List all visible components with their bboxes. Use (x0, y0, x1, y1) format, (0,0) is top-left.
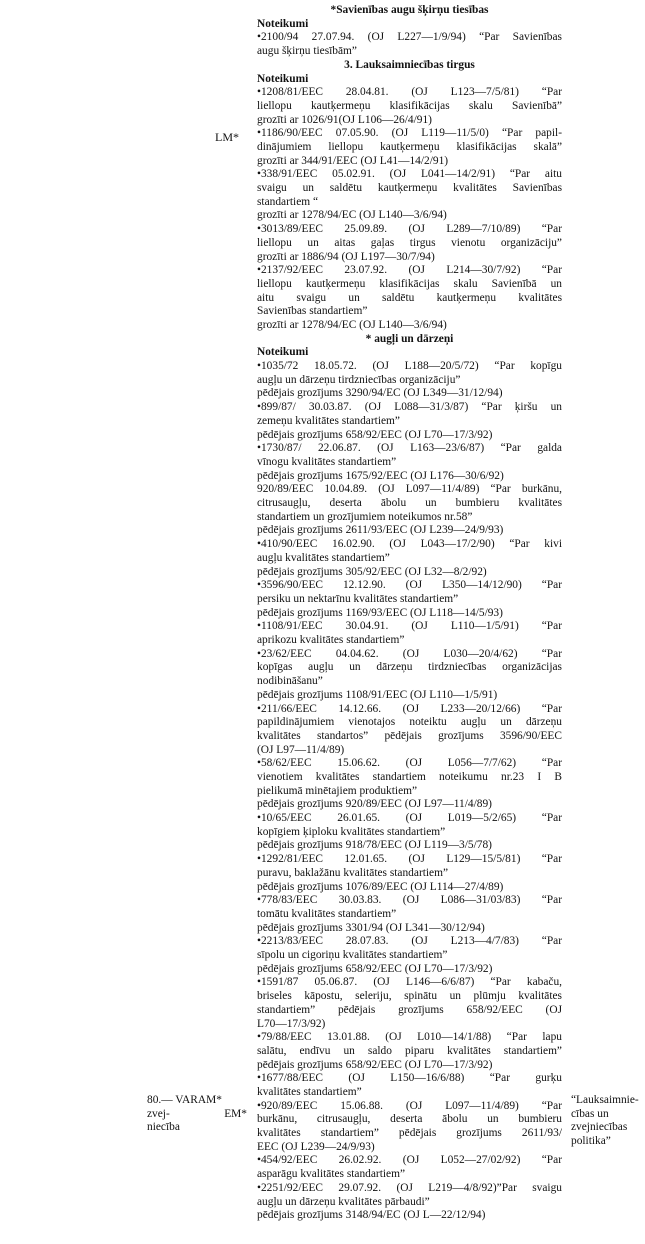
text-line: •10/65/EEC 26.01.65. (OJ L019—5/2/65) “Par (257, 812, 562, 825)
text-line: •1208/81/EEC 28.04.81. (OJ L123—7/5/81) “Par (257, 86, 562, 99)
text-line: pēdējais grozījums 1169/93/EEC (OJ L118—14/5/93) (257, 606, 503, 619)
sector-label-part1: zvej- (147, 1107, 170, 1120)
text-line: •1108/91/EEC 30.04.91. (OJ L110—1/5/91) “Par (257, 620, 562, 633)
text-line: pēdējais grozījums 1108/91/EEC (OJ L110—1/5/91) (257, 688, 498, 701)
text-line: tomātu kvalitātes standartiem” (257, 907, 397, 920)
text-line: standartiem “ (257, 195, 319, 208)
margin-ministry-lm: LM* (215, 130, 239, 144)
text-line: pēdējais grozījums 1675/92/EEC (OJ L176—30/6/92) (257, 469, 504, 482)
text-line: •2137/92/EEC 23.07.92. (OJ L214—30/7/92) “Par (257, 264, 562, 277)
text-line: augļu un dārzeņu kvalitātes pārbaudi” (257, 1195, 430, 1208)
text-line: standartiem un grozījumiem noteikumos nr.58” (257, 510, 473, 523)
text-line: •2100/94 27.07.94. (OJ L227—1/9/94) “Par Savienības (257, 31, 562, 44)
text-line: persiku un nektarīnu kvalitātes standartiem” (257, 592, 459, 605)
text-line: •58/62/EEC 15.06.62. (OJ L056—7/7/62) “Par (257, 757, 562, 770)
left-row-1 (147, 1094, 247, 1108)
text-line: sīpolu un cigoriņu kvalitātes standartiem” (257, 949, 448, 962)
text-line: •2213/83/EEC 28.07.83. (OJ L213—4/7/83) “Par (257, 935, 562, 948)
main-text-column (257, 4, 562, 1223)
text-line: asparāgu kvalitātes standartiem” (257, 1168, 406, 1181)
text-line: •79/88/EEC 13.01.88. (OJ L010—14/1/88) “Par lapu (257, 1031, 562, 1044)
text-line: salātu, endīvu un saldo piparu kvalitātes standartiem” (257, 1044, 562, 1057)
text-line: aprikozu kvalitātes standartiem” (257, 634, 405, 647)
text-line: •338/91/EEC 05.02.91. (OJ L041—14/2/91) “Par aitu (257, 168, 562, 181)
text-line: kopīgas augļu un dārzeņu tirdzniecības organizācijas (257, 661, 562, 674)
policy-line-1: “Lauksaimnie- (571, 1094, 639, 1106)
text-line: grozīti ar 1278/94/EC (OJ L140—3/6/94) (257, 318, 447, 331)
text-line: •23/62/EEC 04.04.62. (OJ L030—20/4/62) “Par (257, 647, 562, 660)
item-number-varam: 80.— VARAM* (147, 1094, 222, 1106)
text-line: •3013/89/EEC 25.09.89. (OJ L289—7/10/89) “Par (257, 223, 562, 236)
text-line: augļu kvalitātes standartiem” (257, 551, 390, 564)
text-line: •410/90/EEC 16.02.90. (OJ L043—17/2/90) “Par kivi (257, 538, 562, 551)
text-line: liellopu kautķermeņu klasifikācijas skalu Savienībā” (257, 99, 562, 112)
text-line: kvalitātes standartiem” (257, 1085, 362, 1098)
text-line: pēdējais grozījums 3290/94/EC (OJ L349—31/12/94) (257, 387, 503, 400)
section-heading: 3. Lauksaimniecības tirgus (344, 58, 475, 71)
text-line: augu šķirņu tiesībām” (257, 45, 357, 58)
text-line: pielikumā minētajiem produktiem” (257, 784, 418, 797)
text-line: L70—17/3/92) (257, 1017, 326, 1030)
text-line: liellopu un aitas gaļas tirgus vienotu organizāciju” (257, 236, 562, 249)
text-line: pēdējais grozījums 3148/94/EC (OJ L—22/12/94) (257, 1209, 486, 1222)
left-row-2 (147, 1108, 247, 1122)
policy-line-4: politika” (571, 1135, 611, 1148)
text-line: standartiem” pēdējais grozījums 658/92/EEC (OJ (257, 1003, 562, 1016)
text-line: kvalitātes standartos” pēdējais grozījums 3596/90/EEC (257, 729, 562, 742)
text-line: pēdējais grozījums 658/92/EEC (OJ L70—17/3/92) (257, 428, 493, 441)
text-line: pēdējais grozījums 920/89/EEC (OJ L97—11/4/89) (257, 798, 492, 811)
text-line: grozīti ar 1278/94/EC (OJ L140—3/6/94) (257, 209, 447, 222)
text-line: Savienības standartiem” (257, 305, 368, 318)
section-heading: *Savienības augu šķirņu tiesības (330, 4, 489, 16)
text-line: burkānu, citrusaugļu, deserta ābolu un bumbieru (257, 1113, 562, 1126)
text-line: vīnogu kvalitātes standartiem” (257, 455, 397, 468)
text-line: pēdējais grozījums 1076/89/EEC (OJ L114—27/4/89) (257, 880, 504, 893)
subsection-label: Noteikumi (257, 72, 309, 85)
text-line: kopīgiem ķiploku kvalitātes standartiem” (257, 825, 446, 838)
right-margin-block (571, 1094, 645, 1149)
left-row-3 (147, 1121, 247, 1135)
text-line: •899/87/ 30.03.87. (OJ L088—31/3/87) “Par ķiršu un (257, 401, 562, 414)
text-line: •3596/90/EEC 12.12.90. (OJ L350—14/12/90) “Par (257, 579, 562, 592)
text-line: 920/89/EEC 10.04.89. (OJ L097—11/4/89) “Par burkānu, (257, 483, 562, 496)
text-line: •778/83/EEC 30.03.83. (OJ L086—31/03/83) “Par (257, 894, 562, 907)
text-line: •1186/90/EEC 07.05.90. (OJ L119—11/5/0) “Par papil- (257, 127, 562, 140)
text-line: briseles kāpostu, seleriju, spinātu un plūmju kvalitātes (257, 990, 562, 1003)
text-line: •1730/87/ 22.06.87. (OJ L163—23/6/87) “Par galda (257, 442, 562, 455)
text-line: grozīti ar 344/91/EEC (OJ L41—14/2/91) (257, 154, 449, 167)
text-line: papildinājumiem vienotajos noteiktu augļu un dārzeņu (257, 716, 562, 729)
text-line: augļu un dārzeņu tirdzniecības organizāciju” (257, 373, 461, 386)
text-line: svaigu un saldētu kautķermeņu kvalitātes Savienības (257, 182, 562, 195)
text-line: dinājumiem liellopu kautķermeņu klasifikācijas skalā” (257, 140, 562, 153)
text-line: •1677/88/EEC (OJ L150—16/6/88) “Par gurķu (257, 1072, 562, 1085)
text-line: (OJ L97—11/4/89) (257, 743, 345, 756)
section-heading: * augļi un dārzeņi (365, 332, 454, 345)
subsection-label: Noteikumi (257, 346, 309, 359)
text-line: grozīti ar 1026/91(OJ L106—26/4/91) (257, 113, 432, 126)
text-line: •1035/72 18.05.72. (OJ L188—20/5/72) “Par kopīgu (257, 360, 562, 373)
left-margin-block (147, 1094, 247, 1135)
text-line: puravu, baklažānu kvalitātes standartiem” (257, 866, 449, 879)
text-line: •1292/81/EEC 12.01.65. (OJ L129—15/5/81) “Par (257, 853, 562, 866)
text-line: •920/89/EEC 15.06.88. (OJ L097—11/4/89) “Par (257, 1099, 562, 1112)
text-line: liellopu kautķermeņu klasifikācijas skalu Savienībā un (257, 277, 562, 290)
sector-label-part2: niecība (147, 1121, 180, 1134)
text-line: pēdējais grozījums 2611/93/EEC (OJ L239—24/9/93) (257, 524, 504, 537)
text-line: nodibināšanu” (257, 675, 323, 688)
text-line: pēdējais grozījums 3301/94 (OJ L341—30/12/94) (257, 921, 485, 934)
text-line: pēdējais grozījums 918/78/EEC (OJ L119—3/5/78) (257, 839, 492, 852)
text-line: •211/66/EEC 14.12.66. (OJ L233—20/12/66) “Par (257, 702, 562, 715)
text-line: pēdējais grozījums 658/92/EEC (OJ L70—17/3/92) (257, 962, 493, 975)
policy-line-2: cības un (571, 1107, 609, 1120)
text-line: aitu svaigu un saldētu kautķermeņu kvalitātes (257, 291, 562, 304)
text-line: •454/92/EEC 26.02.92. (OJ L052—27/02/92) “Par (257, 1154, 562, 1167)
text-line: grozīti ar 1886/94 (OJ L197—30/7/94) (257, 250, 435, 263)
text-line: •1591/87 05.06.87. (OJ L146—6/6/87) “Par kabaču, (257, 976, 562, 989)
text-line: citrusaugļu, deserta ābolu un bumbieru kvalitātes (257, 497, 562, 510)
subsection-label: Noteikumi (257, 17, 309, 30)
text-line: pēdējais grozījums 658/92/EEC (OJ L70—17/3/92) (257, 1058, 493, 1071)
text-line: •2251/92/EEC 29.07.92. (OJ L219—4/8/92)”Par svaigu (257, 1181, 562, 1194)
text-line: EEC (OJ L239—24/9/93) (257, 1140, 375, 1153)
policy-line-3: zvejniecības (571, 1121, 628, 1134)
text-line: zemeņu kvalitātes standartiem” (257, 414, 400, 427)
ministry-em: EM* (224, 1107, 247, 1120)
text-line: pēdējais grozījums 305/92/EEC (OJ L32—8/2/92) (257, 565, 487, 578)
text-line: kvalitātes standartiem” pēdējais grozījums 2611/93/ (257, 1127, 562, 1140)
text-line: vienotiem kvalitātes standartiem noteikumu nr.23 I B (257, 770, 562, 783)
